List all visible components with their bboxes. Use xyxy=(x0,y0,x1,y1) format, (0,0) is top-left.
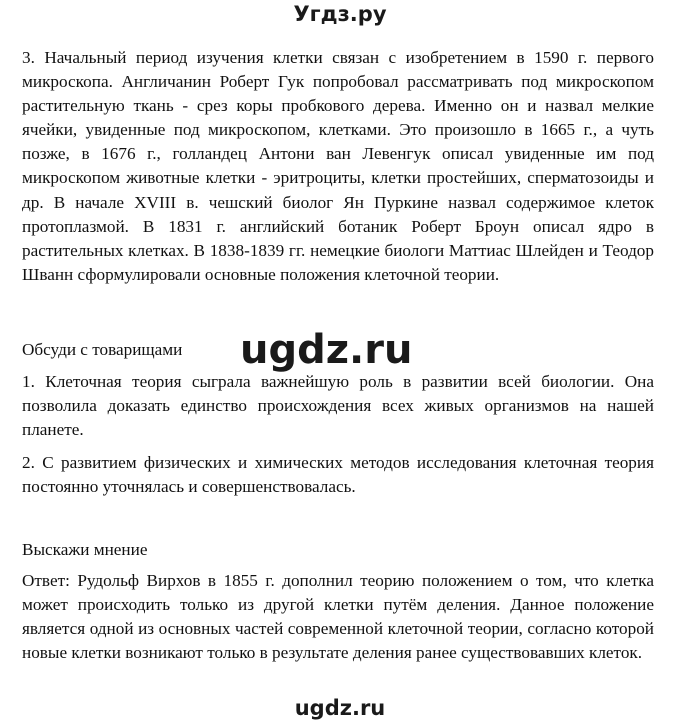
discuss-heading: Обсуди с товарищами xyxy=(22,340,183,359)
section-3-paragraph: 3. Начальный период изучения клетки связан с изобретением в 1590 г. первого микроскопа. Англичанин Роберт Гук попробовал рассматривать под микроскопом растительную ткань - срез коры пробкового дерева. Именно он и назвал мелкие ячейки, увиденные под микроскопом, клетками. Это произошло в 1665 г., а чуть позже, в 1676 г., голландец Антони ван Левенгук описал увиденные им под микроскопом животные клетки - эритроциты, клетки простейших, сперматозоиды и др. В начале XVIII в. чешский биолог Ян Пуркине назвал содержимое клеток протоплазмой. В 1831 г. английский ботаник Роберт Броун описал ядро в растительных клетках. В 1838-1839 гг. немецкие биологи Маттиас Шлейден и Теодор Шванн сформулировали основные положения клеточной теории. xyxy=(22,48,654,284)
site-footer-url[interactable]: ugdz.ru xyxy=(294,696,386,720)
opinion-heading: Выскажи мнение xyxy=(22,540,148,559)
site-header-title: Угдз.ру xyxy=(293,2,387,26)
watermark-logo: ugdz.ru xyxy=(240,327,413,373)
opinion-answer: Ответ: Рудольф Вирхов в 1855 г. дополнил теорию положением о том, что клетка может происходить только из другой клетки путём деления. Данное положение является одной из основных частей современной клеточной теории, согласно которой новые клетки возникают только в результате деления ранее существовавших клеток. xyxy=(22,571,654,663)
discuss-item-1: 1. Клеточная теория сыграла важнейшую роль в развитии всей биологии. Она позволила доказать единство происхождения всех живых организмов на нашей планете. xyxy=(22,372,654,440)
discuss-item-2: 2. С развитием физических и химических методов исследования клеточная теория постоянно уточнялась и совершенствовалась. xyxy=(22,453,654,497)
